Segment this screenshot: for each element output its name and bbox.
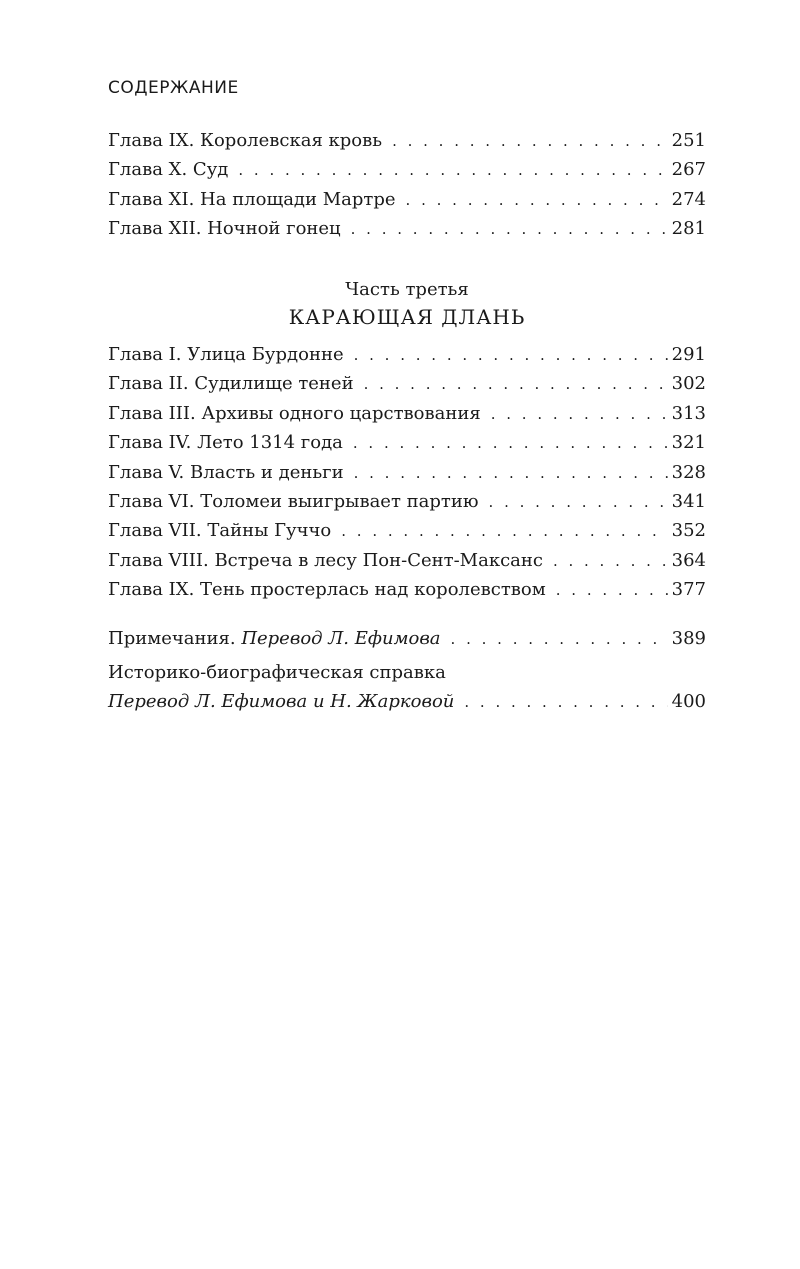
toc-entry-page: 274 (671, 188, 706, 210)
dot-leader (556, 576, 668, 605)
reference-title: Историко-биографическая справка (108, 662, 446, 683)
toc-entry-notes[interactable] (108, 624, 706, 653)
dot-leader (354, 459, 668, 488)
toc-entry[interactable] (108, 487, 706, 516)
toc-entry-title: Глава XII. Ночной гонец (108, 218, 341, 240)
toc-entry-title: Глава X. Суд (108, 159, 229, 181)
toc-entry[interactable] (108, 399, 706, 428)
toc-entry-page: 364 (671, 549, 706, 571)
running-head: СОДЕРЖАНИЕ (108, 78, 239, 98)
toc-entry-page: 302 (671, 373, 706, 395)
toc-entry-title: Глава IV. Лето 1314 года (108, 432, 343, 454)
toc-entry-page: 291 (671, 344, 706, 365)
dot-leader (491, 400, 668, 429)
toc-entry-page: 400 (671, 691, 706, 712)
dot-leader (238, 156, 667, 185)
dot-leader (351, 215, 668, 244)
toc-entry-title (108, 624, 441, 653)
notes-translator: Перевод Л. Ефимова (241, 628, 441, 649)
toc-entry[interactable] (108, 340, 706, 369)
toc-entry-page: 251 (671, 130, 706, 151)
toc-entry-title: Глава V. Власть и деньги (108, 461, 344, 483)
toc-entry-title: Глава I. Улица Бурдонне (108, 344, 344, 365)
toc-entry[interactable] (108, 369, 706, 398)
toc-entry-reference[interactable] (108, 658, 706, 716)
part-label: Часть третья (345, 279, 469, 300)
dot-leader (489, 488, 668, 517)
toc-entry-title: Глава III. Архивы одного царствования (108, 402, 481, 424)
toc-entry-title: Глава II. Судилище теней (108, 373, 354, 395)
toc-entry-page: 377 (671, 579, 706, 601)
toc-entry-title: Глава VI. Толомеи выигрывает партию (108, 490, 479, 512)
notes-title: Примечания. (108, 628, 236, 649)
toc-entry-page: 389 (671, 628, 706, 649)
toc-entry[interactable] (108, 428, 706, 457)
toc-entry-title: Глава IX. Тень простерлась над королевством (108, 579, 546, 601)
toc-entry-title: Глава XI. На площади Мартре (108, 188, 396, 210)
toc-entry-page: 341 (671, 490, 706, 512)
dot-leader (392, 127, 668, 156)
toc-entry-title: Глава VIII. Встреча в лесу Пон-Сент-Максанс (108, 549, 543, 571)
toc-entry[interactable] (108, 546, 706, 575)
dot-leader (354, 341, 668, 370)
dot-leader (553, 547, 668, 576)
toc-entry[interactable] (108, 185, 706, 214)
toc-entry-page: 267 (671, 159, 706, 181)
dot-leader (341, 517, 667, 546)
dot-leader (451, 625, 668, 654)
toc-entry[interactable] (108, 575, 706, 604)
reference-translator: Перевод Л. Ефимова и Н. Жарковой (108, 691, 455, 712)
toc-entry[interactable] (108, 126, 706, 155)
toc-entry-page: 281 (671, 218, 706, 240)
toc-entry-page: 313 (671, 402, 706, 424)
toc-entry-page: 352 (671, 520, 706, 542)
dot-leader (364, 370, 668, 399)
toc-entry[interactable] (108, 458, 706, 487)
dot-leader (353, 429, 668, 458)
toc-appendix-list (108, 624, 706, 653)
dot-leader (464, 688, 667, 717)
reference-translator-row (108, 687, 706, 716)
toc-entry-title: Глава IX. Королевская кровь (108, 130, 383, 151)
toc-entry[interactable] (108, 516, 706, 545)
part-heading (108, 278, 706, 332)
toc-entry-title: Глава VII. Тайны Гуччо (108, 520, 332, 542)
part-title: КАРАЮЩАЯ ДЛАНЬ (288, 305, 526, 329)
toc-entry-page: 321 (671, 432, 706, 454)
toc-part-three-list (108, 340, 706, 605)
dot-leader (406, 186, 668, 215)
toc-part-two-list (108, 126, 706, 244)
toc-entry-page: 328 (671, 461, 706, 483)
toc-entry[interactable] (108, 214, 706, 243)
toc-entry[interactable] (108, 155, 706, 184)
